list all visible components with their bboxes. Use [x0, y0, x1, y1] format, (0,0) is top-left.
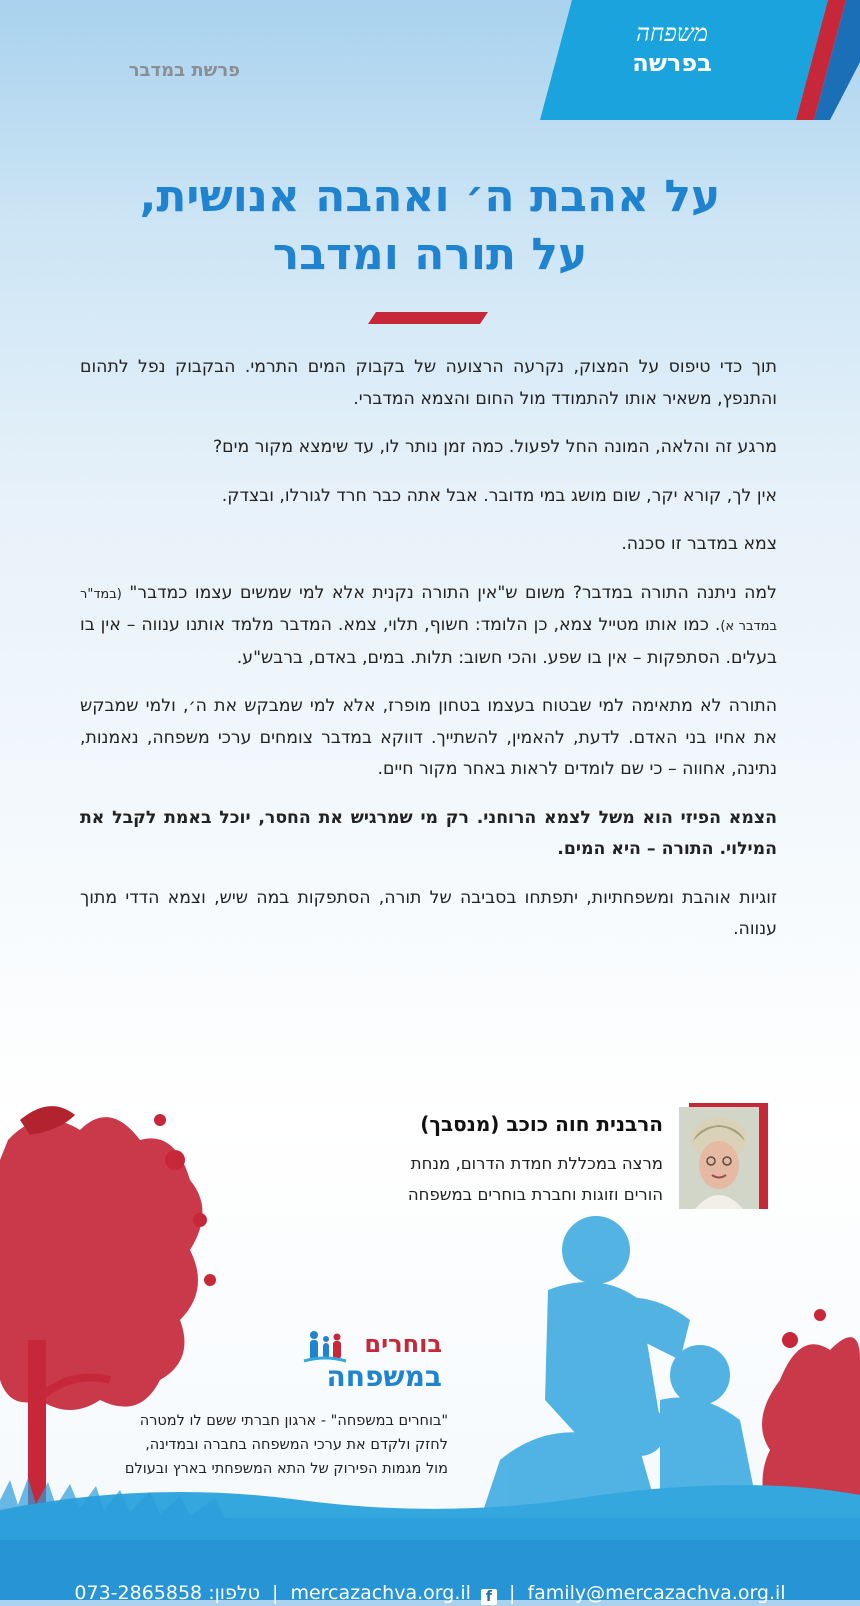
phone-label: :טלפון [208, 1582, 260, 1604]
author-name: הרבנית חוה כוכב (מנסבך) [420, 1112, 663, 1136]
parasha-label: פרשת במדבר [128, 60, 240, 81]
footer-contact-bar [0, 1582, 860, 1605]
org-description [44, 1409, 448, 1481]
author-bio-line: מרצה במכללת חמדת הדרום, מנחת [410, 1154, 663, 1173]
article-paragraph: אין לך, קורא יקר, שום מושג במי מדובר. אבל אתה כבר חרד לגורלו, ובצדק. [221, 485, 777, 506]
separator: | [509, 1582, 516, 1604]
email-link[interactable]: family@mercazachva.org.il [527, 1582, 786, 1604]
source-citation: (במד"ר במדבר א) [80, 586, 777, 634]
article-paragraph: זוגיות אוהבת ומשפחתיות, יתפתחו בסביבה של תורה, הסתפקות במה שיש, וצמא הדדי מתוך ענווה. [80, 887, 777, 939]
article-paragraph-highlight: הצמא הפיזי הוא משל לצמא הרוחני. רק מי שמרגיש את החסר, יוכל באמת לקבל את המילוי. התורה – היא המים. [80, 807, 777, 859]
separator: | [271, 1582, 279, 1604]
paragraph-text: . כמו אותו מטייל צמא, כן הלומד: חשוף, תלוי, צמא. המדבר מלמד אותנו ענווה – אין בו בעלים. הסתפקות – אין בו שפע. והכי חשוב: תלות. במים, באדם, ברבש"ע. [80, 615, 777, 668]
title-divider [368, 312, 488, 326]
article-paragraph: צמא במדבר זו סכנה. [621, 534, 777, 554]
phone-number[interactable]: 073-2865858 [74, 1582, 203, 1604]
brand-logo-line2: בפרשה [632, 49, 712, 77]
article-paragraph [80, 578, 777, 675]
article-paragraph: תוך כדי טיפוס על המצוק, נקרעה הרצועה של בקבוק המים התרמי. הבקבוק נפל לתהום והתנפץ, משאיר אותו להתמודד מול החום והצמא המדברי. [80, 357, 777, 409]
org-name-line1: בוחרים [364, 1330, 442, 1358]
article-paragraph: התורה לא מתאימה למי שבטוח בעצמו בטחון מופרז, אלא למי שמבקש את ה׳, ולמי שמבקש את אחיו בני האדם. לדעת, להאמין, להשתייך. דווקא במדבר צומחים ערכי משפחה, נאמנות, נתינה, אחווה – כי שם לומדים לראות באחר מקור חיים. [80, 696, 777, 779]
facebook-icon[interactable]: f [481, 1589, 497, 1605]
org-description-line: "בוחרים במשפחה" - ארגון חברתי ששם לו למטרה [139, 1413, 448, 1429]
article-body [80, 352, 777, 963]
org-name-line2: במשפחה [326, 1360, 442, 1393]
article-title-line1: על אהבת ה׳ ואהבה אנושית, [139, 171, 721, 222]
author-bio-line: הורים וזוגות וחברת בוחרים במשפחה [407, 1185, 663, 1204]
article-title-line2: על תורה ומדבר [272, 229, 588, 280]
article-title [0, 168, 860, 284]
org-description-line: מול מגמות הפירוק של התא המשפחתי בארץ ובעולם [124, 1461, 448, 1477]
website-link[interactable]: mercazachva.org.il [290, 1582, 471, 1604]
paragraph-text: למה ניתנה התורה במדבר? משום ש"אין התורה נקנית אלא למי שמשים עצמו כמדבר" [121, 582, 777, 603]
brand-logo-line1: משפחה [635, 19, 709, 47]
org-description-line: לחזק ולקדם את ערכי המשפחה בחברה ובמדינה, [145, 1437, 448, 1453]
brand-logo [612, 18, 732, 78]
article-paragraph: מרגע זה והלאה, המונה החל לפעול. כמה זמן נותר לו, עד שימצא מקור מים? [212, 437, 777, 457]
